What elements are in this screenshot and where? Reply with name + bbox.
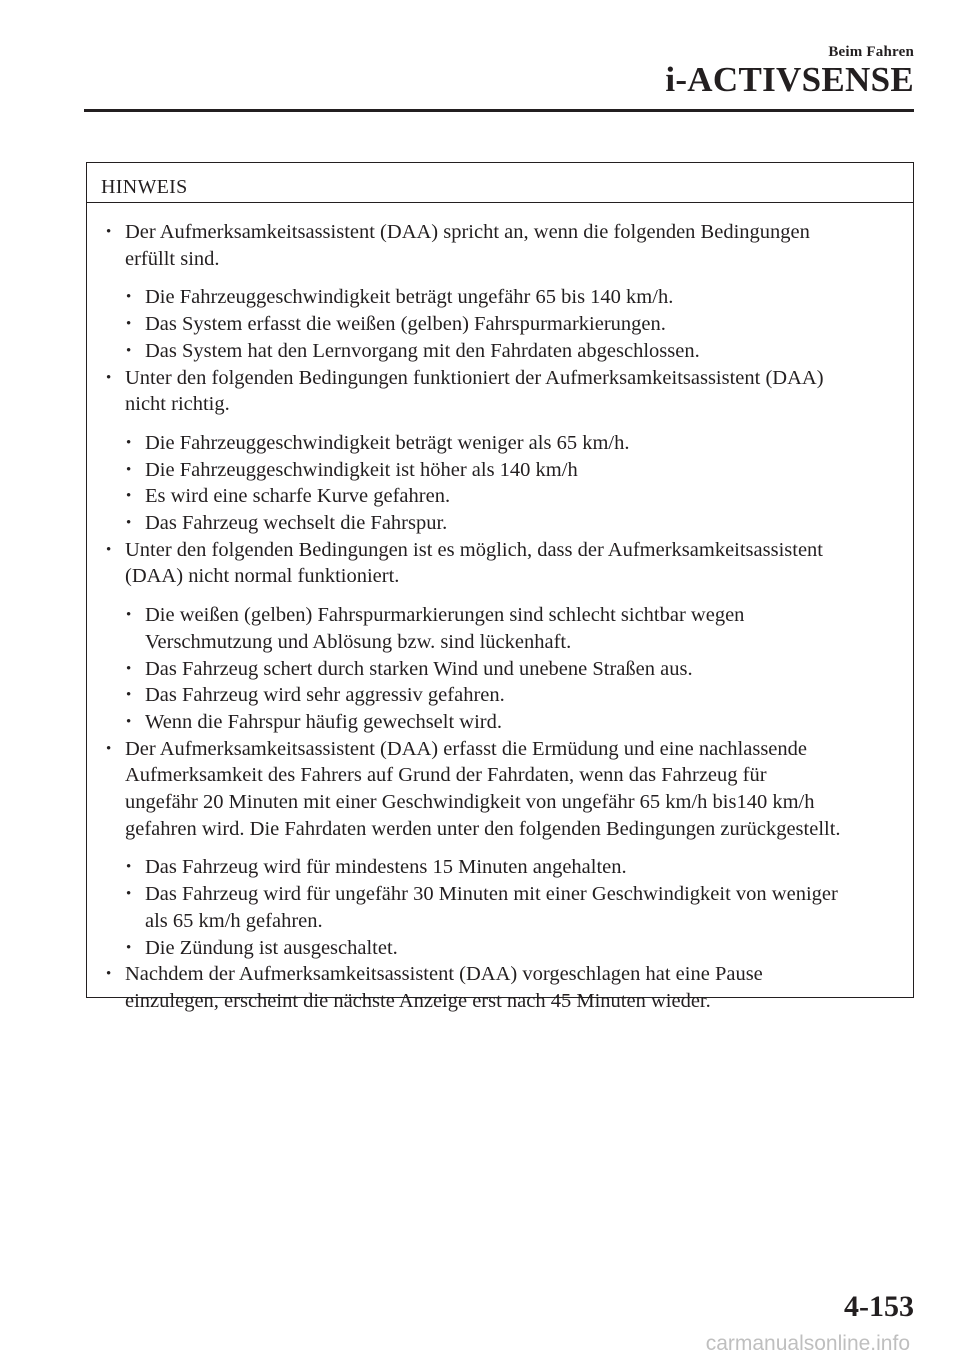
list-item-line: Verschmutzung und Ablösung bzw. sind lückenhaft.: [145, 630, 572, 653]
watermark: carmanualsonline.info: [705, 1332, 910, 1355]
list-item-line: Die Zündung ist ausgeschaltet.: [145, 936, 398, 959]
bullet-icon: •: [126, 939, 132, 956]
bullet-icon: •: [126, 461, 132, 478]
note-body: [106, 219, 909, 1015]
sub-list-item: [126, 284, 909, 311]
list-item: [106, 365, 909, 418]
list-item-line: Die weißen (gelben) Fahrspurmarkierungen sind schlecht sichtbar wegen: [145, 604, 745, 627]
header-rule: [84, 109, 914, 112]
bullet-icon: •: [126, 342, 132, 359]
list-item-line: ungefähr 20 Minuten mit einer Geschwindigkeit von ungefähr 65 km/h bis140 km/h: [125, 791, 815, 814]
list-item-line: Unter den folgenden Bedingungen funktioniert der Aufmerksamkeitsassistent (DAA): [125, 366, 824, 389]
list-item: [106, 736, 909, 843]
header-section: Beim Fahren: [828, 44, 914, 60]
bullet-icon: •: [126, 316, 132, 333]
list-item-line: Es wird eine scharfe Kurve gefahren.: [145, 485, 451, 508]
sub-list-item: [126, 854, 909, 881]
list-item-line: Die Fahrzeuggeschwindigkeit beträgt weniger als 65 km/h.: [145, 431, 630, 454]
bullet-icon: •: [106, 541, 112, 558]
list-item-line: Das Fahrzeug wechselt die Fahrspur.: [145, 512, 448, 535]
list-item-line: Das Fahrzeug schert durch starken Wind und unebene Straßen aus.: [145, 657, 693, 680]
sub-list-item: [126, 709, 909, 736]
sub-list-item: [126, 338, 909, 365]
list-item-line: Wenn die Fahrspur häufig gewechselt wird.: [145, 710, 502, 733]
list-item-line: Das Fahrzeug wird für mindestens 15 Minuten angehalten.: [145, 856, 627, 879]
list-item-line: einzulegen, erscheint die nächste Anzeige erst nach 45 Minuten wieder.: [125, 989, 711, 1012]
bullet-icon: •: [126, 660, 132, 677]
page-number: 4-153: [844, 1290, 914, 1323]
list-item: [106, 961, 909, 1014]
bullet-icon: •: [126, 859, 132, 876]
list-item-line: Der Aufmerksamkeitsassistent (DAA) spricht an, wenn die folgenden Bedingungen: [125, 221, 810, 243]
list-item-line: Aufmerksamkeit des Fahrers auf Grund der Fahrdaten, wenn das Fahrzeug für: [125, 764, 767, 787]
bullet-icon: •: [126, 515, 132, 532]
list-item-line: Nachdem der Aufmerksamkeitsassistent (DAA) vorgeschlagen hat eine Pause: [125, 963, 763, 986]
note-box: [86, 162, 914, 1012]
sub-list-item: [126, 510, 909, 537]
sub-list-item: [126, 311, 909, 338]
sub-list-item: [126, 935, 909, 962]
bullet-icon: •: [126, 289, 132, 306]
list-item-line: Das System erfasst die weißen (gelben) Fahrspurmarkierungen.: [145, 313, 666, 336]
bullet-icon: •: [126, 488, 132, 505]
bullet-icon: •: [106, 369, 112, 386]
sub-list-item: [126, 602, 909, 655]
note-heading: HINWEIS: [101, 176, 188, 198]
sub-list-item: [126, 483, 909, 510]
list-item-line: Unter den folgenden Bedingungen ist es möglich, dass der Aufmerksamkeitsassistent: [125, 538, 824, 561]
list-item-line: Das System hat den Lernvorgang mit den Fahrdaten abgeschlossen.: [145, 339, 700, 362]
list-item-line: Die Fahrzeuggeschwindigkeit beträgt ungefähr 65 bis 140 km/h.: [145, 286, 674, 309]
list-item-line: erfüllt sind.: [125, 247, 220, 270]
list-item: [106, 219, 909, 272]
sub-list-item: [126, 656, 909, 683]
bullet-icon: •: [126, 434, 132, 451]
bullet-icon: •: [106, 224, 112, 240]
list-item-line: Das Fahrzeug wird für ungefähr 30 Minuten mit einer Geschwindigkeit von weniger: [145, 883, 838, 906]
bullet-icon: •: [126, 713, 132, 730]
sub-list-item: [126, 430, 909, 457]
bullet-icon: •: [106, 966, 112, 983]
list-item-line: Das Fahrzeug wird sehr aggressiv gefahren.: [145, 684, 505, 707]
bullet-icon: •: [126, 607, 132, 624]
list-item: [106, 537, 909, 590]
list-item-line: nicht richtig.: [125, 393, 230, 416]
bullet-icon: •: [126, 687, 132, 704]
list-item-line: gefahren wird. Die Fahrdaten werden unter den folgenden Bedingungen zurückgestellt.: [125, 817, 841, 840]
list-item-line: als 65 km/h gefahren.: [145, 909, 323, 932]
sub-list-item: [126, 682, 909, 709]
sub-list-item: [126, 457, 909, 484]
list-item-line: (DAA) nicht normal funktioniert.: [125, 565, 400, 588]
page-title: i-ACTIVSENSE: [665, 60, 914, 99]
sub-list-item: [126, 881, 909, 934]
note-divider: [87, 202, 913, 203]
list-item-line: Die Fahrzeuggeschwindigkeit ist höher als 140 km/h: [145, 458, 578, 481]
list-item-line: Der Aufmerksamkeitsassistent (DAA) erfasst die Ermüdung und eine nachlassende: [125, 737, 808, 760]
bullet-icon: •: [126, 886, 132, 903]
bullet-icon: •: [106, 740, 112, 757]
